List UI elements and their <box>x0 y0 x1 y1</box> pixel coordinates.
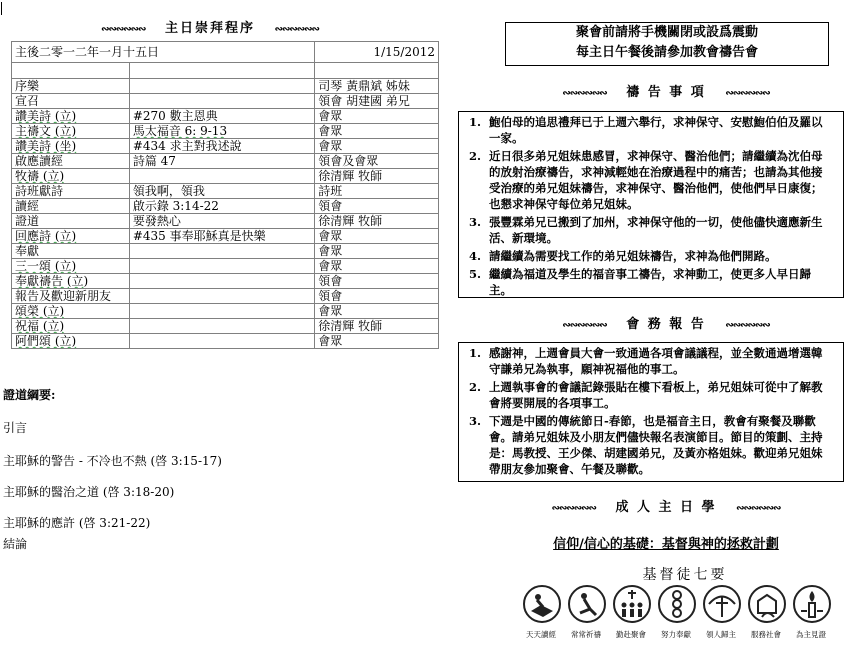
order-person-text: 徐清輝 牧師 <box>318 214 383 228</box>
prayer-item: 3. 張豐霖弟兄已搬到了加州，求神保守他的一切，使他儘快適應新生活、新環境。 <box>485 214 825 246</box>
spacer-row <box>12 63 439 79</box>
order-content <box>129 304 314 319</box>
evangelism-icon <box>703 585 741 623</box>
gathering-icon <box>613 585 651 623</box>
ornament-left: ∾∾∾∾∾∾ <box>551 503 596 514</box>
prayer-title-row <box>505 81 827 100</box>
order-row <box>12 319 439 334</box>
order-person <box>315 214 439 229</box>
order-content-text: #270 數主恩典 <box>132 109 218 123</box>
order-item-text: 詩班獻詩 <box>15 184 64 198</box>
outline-line-2: 主耶穌的警告 - 不冷也不熱 (啓 3:15-17) <box>3 454 222 468</box>
order-row <box>12 169 439 184</box>
notice-line-2: 每主日午餐後請參加教會禱告會 <box>575 45 758 60</box>
order-content <box>129 154 314 169</box>
order-item <box>12 214 130 229</box>
offering-icon <box>658 585 696 623</box>
affairs-item: 1. 感謝神，上週會員大會一致通過各項會議議程，並全數通過增選韓守謙弟兄為執事，願神祝福他的事工。 <box>485 345 829 377</box>
order-person <box>315 289 439 304</box>
order-item <box>12 199 130 214</box>
order-row <box>12 154 439 169</box>
order-row <box>12 139 439 154</box>
order-item-text: 奉獻 <box>15 244 40 258</box>
order-row <box>12 229 439 244</box>
order-person-text: 會眾 <box>318 109 343 123</box>
order-item <box>12 274 130 289</box>
order-item-text: 宣召 <box>15 94 40 108</box>
order-item-text: 主禱文 (立) <box>15 124 77 138</box>
seven-label-4: 努力奉獻 <box>661 630 691 639</box>
ornament-right: ∾∾∾∾∾∾ <box>274 24 319 35</box>
order-content <box>129 289 314 304</box>
order-person <box>315 304 439 319</box>
order-row <box>12 259 439 274</box>
order-item <box>12 169 130 184</box>
order-content <box>129 184 314 199</box>
order-row <box>12 334 439 349</box>
worship-title: 主日崇拜程序 <box>164 21 255 36</box>
order-item <box>12 334 130 349</box>
order-row <box>12 199 439 214</box>
date-number: 1/15/2012 <box>315 42 439 63</box>
order-content <box>129 334 314 349</box>
order-item-text: 報告及歡迎新朋友 <box>15 289 112 303</box>
worship-order-table <box>11 41 439 349</box>
outline-line-5: 結論 <box>3 537 28 551</box>
order-row <box>12 184 439 199</box>
prayer-item: 5. 繼續為福道及學生的福音事工禱告，求神動工，使更多人早日歸主。 <box>485 266 825 298</box>
service-icon <box>748 585 786 623</box>
notice-box <box>505 22 829 66</box>
worship-title-row <box>60 17 360 36</box>
order-content <box>129 244 314 259</box>
ornament-left: ∾∾∾∾∾∾ <box>562 320 607 331</box>
order-person <box>315 229 439 244</box>
order-content-text: #435 事奉耶穌真是快樂 <box>132 229 266 243</box>
order-item <box>12 229 130 244</box>
order-item <box>12 244 130 259</box>
order-item <box>12 319 130 334</box>
order-person-text: 領會及會眾 <box>318 154 379 168</box>
affairs-list <box>459 345 829 477</box>
order-item-text: 牧禱 (立) <box>15 169 65 183</box>
date-text: 主後二零一二年一月十五日 <box>12 42 315 63</box>
order-item-text: 頌榮 (立) <box>15 304 65 318</box>
order-item-text: 讚美詩 (坐) <box>15 139 77 153</box>
ornament-left: ∾∾∾∾∾∾ <box>101 24 146 35</box>
order-person <box>315 319 439 334</box>
order-person-text: 會眾 <box>318 304 343 318</box>
order-person-text: 司琴 黃鼎斌 姊妹 <box>318 79 410 93</box>
prayer-box <box>458 111 844 298</box>
order-item-text: 序樂 <box>15 79 40 93</box>
outline-heading: 證道綱要: <box>3 388 56 402</box>
order-person <box>315 79 439 94</box>
order-body <box>12 79 439 349</box>
order-content <box>129 214 314 229</box>
affairs-title: 會 務 報 告 <box>626 317 706 332</box>
order-item <box>12 79 130 94</box>
ornament-left: ∾∾∾∾∾∾ <box>562 88 607 99</box>
order-item <box>12 184 130 199</box>
order-person <box>315 124 439 139</box>
prayer-item: 4. 請繼續為需要找工作的弟兄姐妹禱告，求神為他們開路。 <box>485 248 825 264</box>
order-item-text: 阿們頌 (立) <box>15 334 77 348</box>
order-person <box>315 169 439 184</box>
seven-label-2: 常常祈禱 <box>571 630 601 639</box>
order-person <box>315 259 439 274</box>
order-person <box>315 184 439 199</box>
order-item-text: 回應詩 (立) <box>15 229 77 243</box>
order-person <box>315 244 439 259</box>
order-person-text: 會眾 <box>318 334 343 348</box>
order-content <box>129 139 314 154</box>
seven-label-5: 領人歸主 <box>706 630 736 639</box>
prayer-list <box>459 114 825 298</box>
date-row <box>12 42 439 63</box>
order-row <box>12 304 439 319</box>
bible-reading-icon <box>523 585 561 623</box>
outline-line-1: 引言 <box>3 421 28 435</box>
affairs-box <box>458 342 844 482</box>
affairs-item: 3. 下週是中國的傳統節日-春節，也是福音主日，教會有聚餐及聯歡會。請弟兄姐妹及小朋友們儘快報名表演節目。節目的策劃、主持是：馬教授、王少傑、胡建國弟兄，及黃亦格姐妹。歡迎弟兄姐妹帶朋友參加聚會、午餐及聯歡。 <box>485 413 829 477</box>
order-item <box>12 94 130 109</box>
ornament-right: ∾∾∾∾∾∾ <box>725 88 770 99</box>
order-row <box>12 124 439 139</box>
prayer-title: 禱 告 事 項 <box>626 85 706 100</box>
prayer-icon <box>568 585 606 623</box>
seven-musts-title: 基督徒七要 <box>642 567 728 583</box>
order-content <box>129 169 314 184</box>
prayer-item: 2. 近日很多弟兄姐妹患感冒，求神保守、醫治他們；請繼續為沈伯母的放射治療禱告，求神減輕她在治療過程中的痛苦；也請為其他接受治療的弟兄姐妹禱告，求神保守、醫治他們，使他們早日康復；也懇求神保守每位弟兄姐妹。 <box>485 148 825 212</box>
order-row <box>12 109 439 124</box>
order-content-text: 詩篇 47 <box>132 154 176 168</box>
order-person <box>315 199 439 214</box>
order-content-text: #434 求主對我述說 <box>132 139 242 153</box>
order-person-text: 會眾 <box>318 229 343 243</box>
order-content <box>129 79 314 94</box>
order-person-text: 領會 <box>318 274 343 288</box>
order-person-text: 會眾 <box>318 244 343 258</box>
seven-label-7: 為主見證 <box>796 630 826 639</box>
notice-line-1: 聚會前請將手機關閉或設爲震動 <box>575 25 758 40</box>
order-content <box>129 109 314 124</box>
order-content <box>129 274 314 289</box>
order-item <box>12 154 130 169</box>
order-content <box>129 319 314 334</box>
affairs-item: 2. 上週執事會的會議記錄張貼在樓下看板上，弟兄姐妹可從中了解教會將要開展的各項事工。 <box>485 379 829 411</box>
order-content <box>129 94 314 109</box>
order-person-text: 領會 <box>318 199 343 213</box>
ornament-right: ∾∾∾∾∾∾ <box>725 320 770 331</box>
outline-line-4: 主耶穌的應許 (啓 3:21-22) <box>3 516 151 530</box>
order-item <box>12 259 130 274</box>
order-item-text: 證道 <box>15 214 40 228</box>
order-content-text: 啟示錄 3:14-22 <box>132 199 219 213</box>
order-person-text: 徐清輝 牧師 <box>318 319 383 333</box>
prayer-item: 1. 鮑伯母的追思禮拜已于上週六舉行，求神保守、安慰鮑伯伯及羅以一家。 <box>485 114 825 146</box>
order-item <box>12 289 130 304</box>
order-person-text: 會眾 <box>318 139 343 153</box>
order-person <box>315 94 439 109</box>
order-person-text: 領會 <box>318 289 343 303</box>
order-person <box>315 139 439 154</box>
text-cursor <box>1 2 2 15</box>
school-title: 成 人 主 日 學 <box>615 500 717 515</box>
order-person-text: 詩班 <box>318 184 343 198</box>
order-item <box>12 109 130 124</box>
order-item-text: 啟應讀經 <box>15 154 64 168</box>
school-subtitle: 信仰/信心的基礎：基督與神的拯救計劃 <box>553 537 779 552</box>
order-row <box>12 274 439 289</box>
order-person <box>315 109 439 124</box>
order-content <box>129 199 314 214</box>
seven-label-6: 服務社會 <box>751 630 781 639</box>
order-content <box>129 259 314 274</box>
order-row <box>12 289 439 304</box>
order-item <box>12 304 130 319</box>
order-item-text: 祝福 (立) <box>15 319 65 333</box>
order-person-text: 徐清輝 牧師 <box>318 169 383 183</box>
order-person-text: 領會 胡建國 弟兄 <box>318 94 410 108</box>
order-person <box>315 334 439 349</box>
order-content-text: 要發熱心 <box>132 214 181 228</box>
seven-label-3: 勤赴聚會 <box>616 630 646 639</box>
order-person-text: 會眾 <box>318 124 343 138</box>
seven-label-1: 天天讀經 <box>526 630 556 639</box>
order-item-text: 奉獻禱告 (立) <box>15 274 89 288</box>
witness-icon <box>793 585 831 623</box>
ornament-right: ∾∾∾∾∾∾ <box>736 503 781 514</box>
order-item-text: 讚美詩 (立) <box>15 109 77 123</box>
order-person-text: 會眾 <box>318 259 343 273</box>
order-row <box>12 214 439 229</box>
order-item-text: 讀經 <box>15 199 40 213</box>
order-item <box>12 139 130 154</box>
seven-musts-icons <box>523 585 841 639</box>
order-row <box>12 79 439 94</box>
order-content <box>129 229 314 244</box>
order-item-text: 三一頌 (立) <box>15 259 77 273</box>
outline-line-3: 主耶穌的醫治之道 (啓 3:18-20) <box>3 485 175 499</box>
affairs-title-row <box>505 313 827 332</box>
order-row <box>12 94 439 109</box>
order-person <box>315 274 439 289</box>
order-row <box>12 244 439 259</box>
school-title-row <box>505 496 827 515</box>
order-content-text: 領我啊，領我 <box>132 184 205 198</box>
order-person <box>315 154 439 169</box>
order-item <box>12 124 130 139</box>
order-content-text: 馬太福音 6: 9-13 <box>132 124 228 138</box>
order-content <box>129 124 314 139</box>
